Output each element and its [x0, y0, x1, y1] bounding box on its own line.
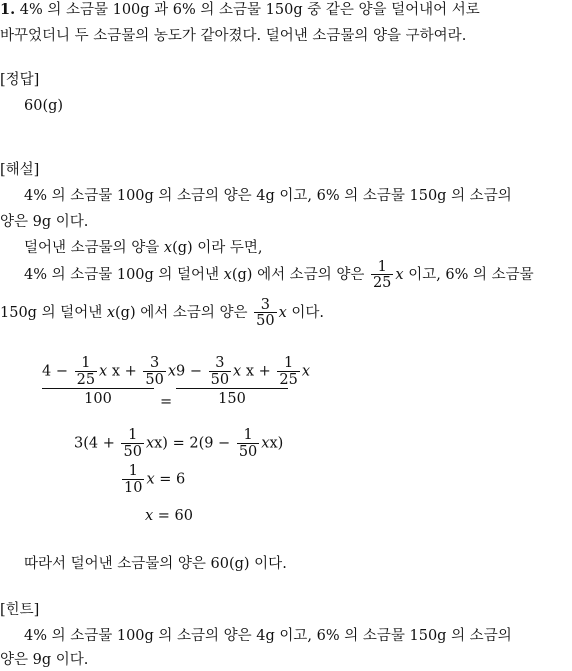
equation-1-right — [176, 355, 311, 407]
text-segment: 150g 의 덜어낸 — [0, 305, 107, 321]
fraction — [237, 428, 259, 459]
fraction-numerator: 1 — [81, 355, 91, 371]
hint-text-1: 4% 의 소금물 100g 의 소금의 양은 4g 이고, 6% 의 소금물 150g 의 소금의 — [24, 628, 512, 644]
text-segment: (g) 에서 소금의 양은 — [115, 305, 248, 321]
equation-1-left-denominator: 100 — [84, 391, 112, 407]
text-segment: 4 − — [42, 363, 68, 380]
fraction-denominator: 25 — [372, 275, 392, 291]
variable-x: x — [395, 267, 404, 283]
text-segment: 이고, 6% 의 소금물 — [403, 267, 534, 283]
fraction-denominator: 50 — [256, 313, 275, 329]
equation-1-right-numerator — [176, 355, 311, 389]
equation-1-left-numerator — [42, 355, 177, 389]
text-segment: 9 − — [176, 363, 202, 380]
variable-x: x — [145, 435, 155, 452]
fraction-numerator: 3 — [260, 296, 270, 313]
problem-text-2: 바꾸었더니 두 소금물의 농도가 같아졌다. 덜어낸 소금물의 양을 구하여라. — [0, 28, 467, 44]
fraction — [209, 356, 231, 387]
text-segment: = 60 — [157, 508, 194, 524]
fraction-numerator: 1 — [128, 427, 138, 443]
variable-x: x — [99, 363, 108, 380]
text-segment: 3(4 + — [74, 435, 115, 452]
equals-sign: = — [160, 394, 173, 410]
variable-x: x — [301, 363, 311, 380]
text-segment: (g) 에서 소금의 양은 — [231, 267, 365, 283]
text-segment: (g) 이라 두면, — [172, 240, 263, 256]
fraction — [143, 356, 165, 387]
fraction-numerator: 1 — [284, 355, 294, 371]
solution-label: [해설] — [0, 162, 40, 178]
solution-conclusion: 따라서 덜어낸 소금물의 양은 60(g) 이다. — [24, 556, 287, 572]
fraction-numerator: 3 — [215, 355, 225, 371]
variable-x: x — [167, 363, 177, 380]
text-segment: = 6 — [159, 471, 186, 488]
fraction — [75, 356, 97, 387]
fraction-denominator: 50 — [145, 371, 164, 388]
solution-text-2: 양은 9g 이다. — [0, 214, 89, 230]
text-segment: 2(9 − — [189, 435, 231, 452]
fraction-denominator: 50 — [210, 371, 230, 388]
variable-x: x — [163, 240, 173, 256]
variable-x: x — [106, 305, 116, 321]
variable-x: x — [278, 305, 287, 321]
equation-1-right-denominator: 150 — [218, 391, 246, 407]
fraction — [254, 298, 276, 329]
variable-x: x — [145, 508, 154, 524]
answer-label: [정답] — [0, 72, 40, 88]
fraction-numerator: 1 — [243, 427, 253, 443]
variable-x: x — [261, 435, 270, 452]
text-segment: x + — [111, 363, 137, 380]
solution-text-1: 4% 의 소금물 100g 의 소금의 양은 4g 이고, 6% 의 소금물 150g 의 소금의 — [24, 188, 512, 204]
fraction-denominator: 25 — [279, 371, 298, 388]
equation-3 — [120, 464, 185, 495]
equation-1-left — [42, 355, 177, 407]
fraction-numerator: 1 — [377, 258, 387, 275]
fraction-denominator: 10 — [124, 479, 143, 496]
text-segment: 이다. — [286, 305, 324, 321]
text-segment: 덜어낸 소금물의 양을 — [24, 240, 164, 256]
fraction — [371, 260, 393, 291]
equals-sign: = — [172, 435, 185, 452]
text-segment: x + — [245, 363, 271, 380]
answer-value: 60(g) — [24, 98, 64, 114]
fraction-denominator: 50 — [238, 443, 258, 460]
solution-text-4 — [24, 258, 534, 292]
problem-line-1 — [0, 0, 480, 20]
text-segment: 4% 의 소금물 100g 의 덜어낸 — [24, 267, 224, 283]
fraction — [121, 428, 143, 459]
hint-text-2: 양은 9g 이다. — [0, 652, 89, 668]
variable-x: x — [146, 471, 155, 488]
problem-number: 1. — [0, 1, 16, 18]
fraction — [277, 356, 299, 387]
fraction-denominator: 25 — [76, 371, 96, 388]
variable-x: x — [233, 363, 242, 380]
problem-text-1: 4% 의 소금물 100g 과 6% 의 소금물 150g 중 같은 양을 덜어내어 서로 — [19, 2, 480, 18]
equation-4 — [145, 508, 193, 524]
fraction — [122, 464, 144, 495]
solution-text-3 — [24, 238, 263, 258]
fraction-numerator: 1 — [128, 463, 138, 479]
text-segment: x) — [269, 435, 284, 452]
hint-label: [힌트] — [0, 602, 40, 618]
solution-text-5 — [0, 296, 324, 330]
fraction-denominator: 50 — [123, 443, 142, 460]
fraction-numerator: 3 — [150, 355, 160, 371]
text-segment: x) — [154, 435, 168, 452]
variable-x: x — [223, 267, 232, 283]
equation-2 — [74, 428, 283, 459]
